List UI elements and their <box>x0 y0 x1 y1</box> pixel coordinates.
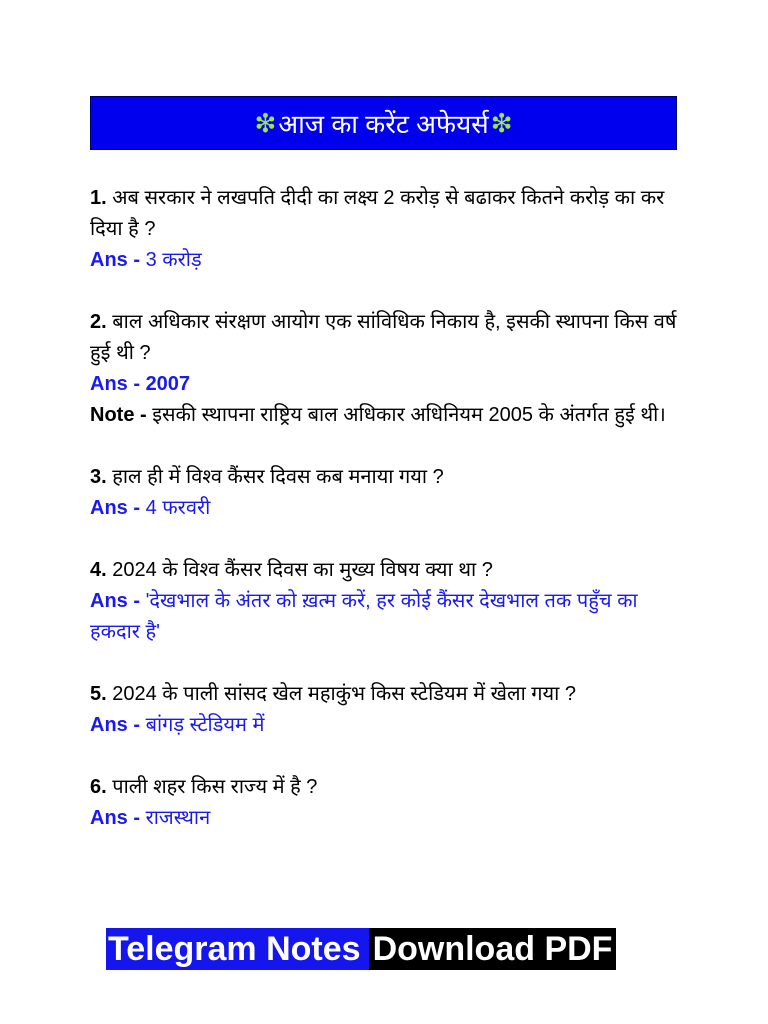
qa-item-6 <box>90 772 690 834</box>
qa-item-3 <box>90 462 690 524</box>
question-number: 3. <box>90 466 107 488</box>
note-text: इसकी स्थापना राष्ट्रिय बाल अधिकार अधिनियम 2005 के अंतर्गत हुई थी। <box>152 404 666 426</box>
answer-6 <box>90 803 690 834</box>
question-3 <box>90 462 690 493</box>
question-1 <box>90 183 690 245</box>
answer-label: Ans - <box>90 714 146 736</box>
answer-label: Ans - <box>90 373 146 395</box>
qa-item-4 <box>90 555 690 648</box>
answer-label: Ans - <box>90 497 146 519</box>
question-text: अब सरकार ने लखपति दीदी का लक्ष्य 2 करोड़ से बढाकर कितने करोड़ का कर दिया है ? <box>90 187 665 240</box>
telegram-notes-label: Telegram Notes <box>106 928 369 970</box>
answer-4 <box>90 586 690 648</box>
question-number: 6. <box>90 776 107 798</box>
title-banner <box>90 96 677 150</box>
answer-text: बांगड़ स्टेडियम में <box>145 714 265 736</box>
answer-text: 'देखभाल के अंतर को ख़त्म करें, हर कोई कैंसर देखभाल तक पहुँच का हकदार है' <box>90 590 638 643</box>
question-text: पाली शहर किस राज्य में है ? <box>106 776 318 798</box>
question-number: 5. <box>90 683 107 705</box>
answer-label: Ans - <box>90 249 146 271</box>
question-number: 4. <box>90 559 107 581</box>
sparkle-icon-right: ❇ <box>490 107 513 138</box>
question-text: हाल ही में विश्व कैंसर दिवस कब मनाया गया ? <box>106 466 444 488</box>
answer-label: Ans - <box>90 590 146 612</box>
answer-label: Ans - <box>90 807 146 829</box>
qa-item-5 <box>90 679 690 741</box>
question-number: 2. <box>90 311 107 333</box>
question-4 <box>90 555 690 586</box>
answer-5 <box>90 710 690 741</box>
question-text: बाल अधिकार संरक्षण आयोग एक सांविधिक निकाय है, इसकी स्थापना किस वर्ष हुई थी ? <box>90 311 677 364</box>
question-6 <box>90 772 690 803</box>
note-2 <box>90 400 690 431</box>
question-number: 1. <box>90 187 107 209</box>
qa-item-1 <box>90 183 690 276</box>
download-pdf-label: Download PDF <box>369 928 617 970</box>
sparkle-icon-left: ❇ <box>254 107 277 138</box>
question-text: 2024 के पाली सांसद खेल महाकुंभ किस स्टेडियम में खेला गया ? <box>106 683 577 705</box>
answer-2 <box>90 369 690 400</box>
qa-item-2 <box>90 307 690 431</box>
question-2 <box>90 307 690 369</box>
answer-text: 2007 <box>145 373 191 395</box>
question-text: 2024 के विश्व कैंसर दिवस का मुख्य विषय क्या था ? <box>106 559 493 581</box>
page-title: आज का करेंट अफेयर्स <box>278 109 489 139</box>
question-5 <box>90 679 690 710</box>
qa-list <box>90 183 690 865</box>
answer-1 <box>90 245 690 276</box>
answer-text: 3 करोड़ <box>145 249 202 271</box>
answer-text: 4 फरवरी <box>145 497 211 519</box>
answer-3 <box>90 493 690 524</box>
note-label: Note - <box>90 404 153 426</box>
footer-banner <box>106 928 616 970</box>
answer-text: राजस्थान <box>145 807 211 829</box>
